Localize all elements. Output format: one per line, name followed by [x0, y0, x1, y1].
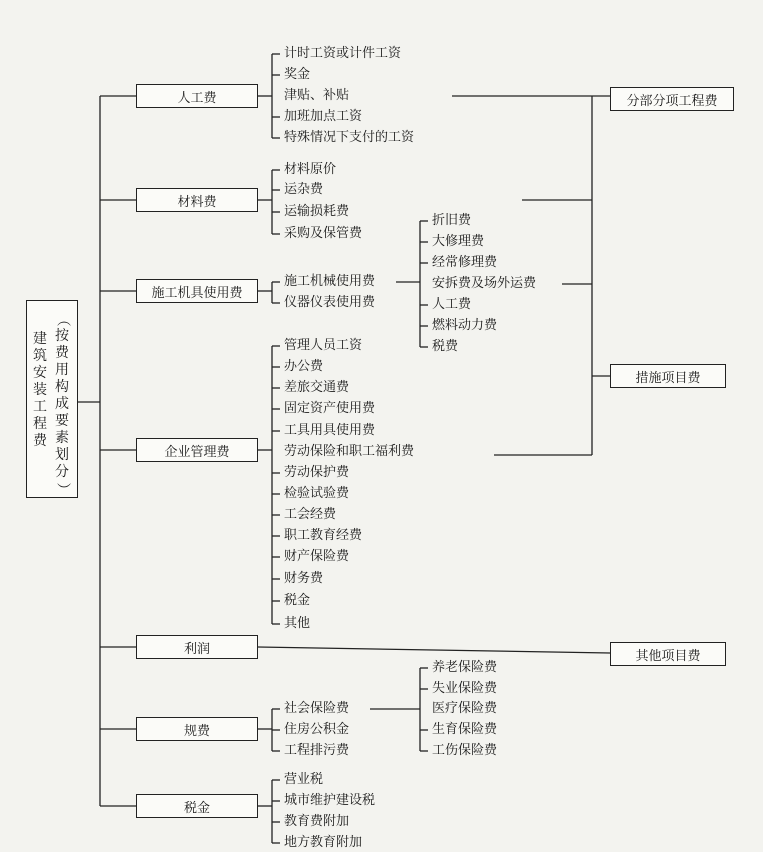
machinery-sub-item: 经常修理费 — [432, 255, 498, 270]
machinery-sub-item: 税费 — [432, 339, 459, 354]
target-measures-label: 措施项目费 — [635, 370, 701, 386]
machinery-sub-item: 安拆费及场外运费 — [432, 276, 537, 291]
management-item: 职工教育经费 — [284, 528, 363, 543]
root-subtitle-char: 用 — [55, 362, 69, 378]
material-item: 运杂费 — [284, 182, 324, 197]
category-management-label: 企业管理费 — [164, 444, 230, 460]
root-subtitle-char: 构 — [55, 379, 69, 395]
category-labor — [136, 84, 258, 108]
machinery-sub-item: 人工费 — [432, 297, 472, 312]
fees-sub-item: 医疗保险费 — [432, 701, 498, 716]
root-title-char: 装 — [33, 382, 47, 398]
machinery-sub-item: 燃料动力费 — [432, 318, 498, 333]
management-item: 管理人员工资 — [284, 338, 363, 353]
category-machinery-label: 施工机具使用费 — [151, 285, 243, 301]
root-title-char: 筑 — [33, 348, 47, 364]
root-title — [33, 331, 47, 450]
category-machinery — [136, 279, 258, 303]
tax-item: 教育费附加 — [284, 814, 350, 829]
target-measures — [610, 364, 726, 388]
management-item: 劳动保护费 — [284, 465, 350, 480]
root-subtitle-char: 划 — [55, 447, 69, 463]
root-box — [26, 300, 78, 498]
material-item: 材料原价 — [284, 162, 337, 177]
management-item: 其他 — [284, 616, 311, 631]
category-material-label: 材料费 — [177, 194, 217, 210]
root-subtitle-char: 素 — [55, 430, 69, 446]
labor-item: 特殊情况下支付的工资 — [284, 130, 415, 145]
machinery-sub-item: 大修理费 — [432, 234, 485, 249]
labor-item: 计时工资或计件工资 — [284, 46, 402, 61]
root-subtitle — [55, 311, 69, 498]
machinery-sub-item: 折旧费 — [432, 213, 472, 228]
target-subdivision-label: 分部分项工程费 — [626, 93, 718, 109]
target-other-label: 其他项目费 — [635, 648, 701, 664]
management-item: 财产保险费 — [284, 549, 350, 564]
category-tax-label: 税金 — [183, 800, 210, 816]
fees-sub-item: 养老保险费 — [432, 660, 498, 675]
root-subtitle-char: 按 — [55, 328, 69, 344]
category-material — [136, 188, 258, 212]
management-item: 检验试验费 — [284, 486, 350, 501]
fees-sub-item: 生育保险费 — [432, 722, 498, 737]
root-subtitle-char: ） — [54, 482, 71, 497]
machinery-item: 施工机械使用费 — [284, 274, 376, 289]
root-subtitle-char: 费 — [55, 345, 69, 361]
root-title-char: 费 — [33, 433, 47, 449]
tax-item: 营业税 — [284, 772, 324, 787]
category-profit — [136, 635, 258, 659]
management-item: 劳动保险和职工福利费 — [284, 444, 415, 459]
category-profit-label: 利润 — [183, 641, 210, 657]
category-tax — [136, 794, 258, 818]
labor-item: 津贴、补贴 — [284, 88, 350, 103]
target-subdivision — [610, 87, 734, 111]
fees-item: 社会保险费 — [284, 701, 350, 716]
material-item: 采购及保管费 — [284, 226, 363, 241]
category-management — [136, 438, 258, 462]
fees-item: 住房公积金 — [284, 722, 350, 737]
root-title-char: 工 — [33, 399, 47, 415]
management-item: 税金 — [284, 593, 311, 608]
root-subtitle-char: 要 — [55, 413, 69, 429]
root-subtitle-char: （ — [54, 312, 71, 327]
target-other — [610, 642, 726, 666]
root-title-char: 安 — [33, 365, 47, 381]
root-subtitle-char: 分 — [55, 464, 69, 480]
management-item: 工会经费 — [284, 507, 337, 522]
management-item: 工具用具使用费 — [284, 423, 376, 438]
root-title-char: 程 — [33, 416, 47, 432]
category-fees — [136, 717, 258, 741]
category-labor-label: 人工费 — [177, 90, 217, 106]
fees-sub-item: 工伤保险费 — [432, 743, 498, 758]
tax-item: 地方教育附加 — [284, 835, 363, 850]
management-item: 办公费 — [284, 359, 324, 374]
fees-item: 工程排污费 — [284, 743, 350, 758]
tax-item: 城市维护建设税 — [284, 793, 376, 808]
machinery-item: 仪器仪表使用费 — [284, 295, 376, 310]
root-subtitle-char: 成 — [55, 396, 69, 412]
management-item: 差旅交通费 — [284, 380, 350, 395]
management-item: 财务费 — [284, 571, 324, 586]
labor-item: 加班加点工资 — [284, 109, 363, 124]
fees-sub-item: 失业保险费 — [432, 681, 498, 696]
management-item: 固定资产使用费 — [284, 401, 376, 416]
material-item: 运输损耗费 — [284, 204, 350, 219]
labor-item: 奖金 — [284, 67, 311, 82]
category-fees-label: 规费 — [183, 723, 210, 739]
root-title-char: 建 — [33, 331, 47, 347]
